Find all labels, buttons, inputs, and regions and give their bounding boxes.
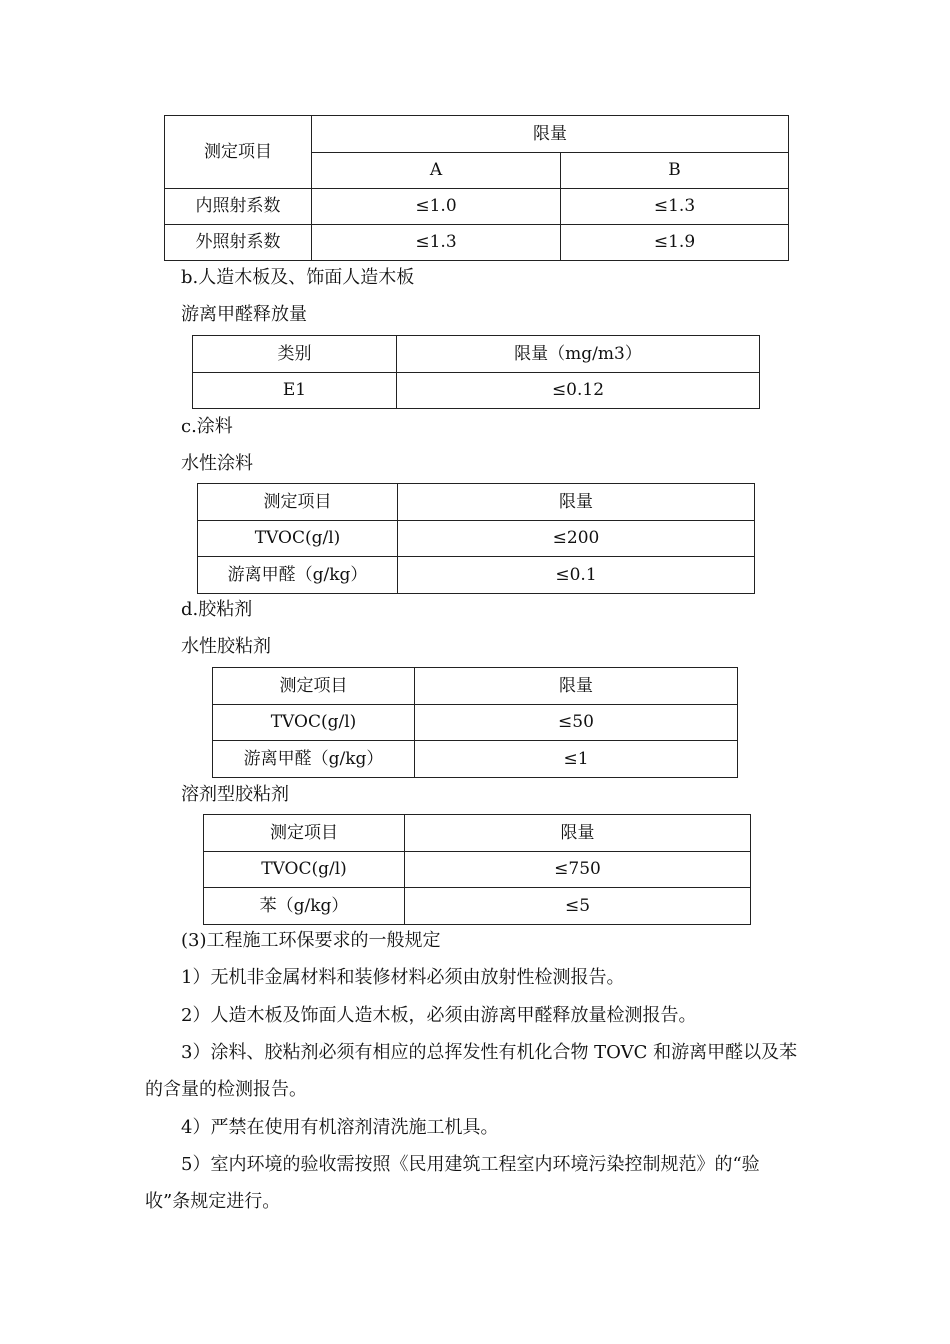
header-limit: 限量 (398, 484, 755, 521)
solvent-adhesive-subtitle: 溶剂型胶粘剂 (181, 784, 289, 805)
section-b-subtitle: 游离甲醛释放量 (181, 304, 307, 325)
section-d-subtitle: 水性胶粘剂 (181, 636, 271, 657)
header-limit: 限量 (312, 116, 789, 153)
header-limit: 限量（mg/m3） (397, 336, 760, 373)
cell-item: TVOC(g/l) (213, 705, 415, 741)
header-limit: 限量 (405, 815, 751, 852)
cell-limit: ≤5 (405, 888, 751, 925)
rule-3: 3）涂料、胶粘剂必须有相应的总挥发性有机化合物 TOVC 和游离甲醛以及苯 (181, 1042, 798, 1063)
cell-limit: ≤0.12 (397, 373, 760, 409)
table-row (204, 888, 751, 925)
cell-item: TVOC(g/l) (204, 852, 405, 888)
cell-item: 苯（g/kg） (204, 888, 405, 925)
solvent-adhesive-table (203, 814, 751, 925)
cell-item: TVOC(g/l) (198, 521, 398, 557)
section-c-subtitle: 水性涂料 (181, 453, 253, 474)
cell-limit: ≤750 (405, 852, 751, 888)
cell-item: 内照射系数 (165, 189, 312, 225)
table-row (213, 705, 738, 741)
section-d-title: d.胶粘剂 (181, 599, 253, 620)
rule-3-continued: 的含量的检测报告。 (145, 1079, 307, 1100)
cell-item: 外照射系数 (165, 225, 312, 261)
table-row (198, 521, 755, 557)
cell-item: 游离甲醛（g/kg） (213, 741, 415, 778)
table-row (165, 225, 789, 261)
cell-limit: ≤1 (415, 741, 738, 778)
rule-5: 5）室内环境的验收需按照《民用建筑工程室内环境污染控制规范》的“验 (181, 1154, 760, 1175)
cell-b: ≤1.3 (561, 189, 789, 225)
header-col-b: B (561, 153, 789, 189)
cell-a: ≤1.3 (312, 225, 561, 261)
rule-4: 4）严禁在使用有机溶剂清洗施工机具。 (181, 1117, 499, 1138)
waterborne-adhesive-table (212, 667, 738, 778)
section-b-title: b.人造木板及、饰面人造木板 (181, 267, 415, 288)
header-col-a: A (312, 153, 561, 189)
header-category: 类别 (193, 336, 397, 373)
waterborne-coating-table (197, 483, 755, 594)
cell-category: E1 (193, 373, 397, 409)
section-3-title: (3)工程施工环保要求的一般规定 (181, 930, 441, 951)
cell-limit: ≤0.1 (398, 557, 755, 594)
header-item: 测定项目 (198, 484, 398, 521)
table-row (204, 852, 751, 888)
formaldehyde-table (192, 335, 760, 409)
header-item: 测定项目 (165, 116, 312, 189)
section-c-title: c.涂料 (181, 416, 233, 437)
header-item: 测定项目 (204, 815, 405, 852)
radioactivity-table (164, 115, 789, 261)
cell-b: ≤1.9 (561, 225, 789, 261)
cell-limit: ≤50 (415, 705, 738, 741)
header-item: 测定项目 (213, 668, 415, 705)
table-row (198, 557, 755, 594)
rule-2: 2）人造木板及饰面人造木板，必须由游离甲醛释放量检测报告。 (181, 1005, 697, 1026)
cell-item: 游离甲醛（g/kg） (198, 557, 398, 594)
table-row (165, 189, 789, 225)
header-limit: 限量 (415, 668, 738, 705)
table-row (213, 741, 738, 778)
rule-1: 1）无机非金属材料和装修材料必须由放射性检测报告。 (181, 967, 625, 988)
cell-limit: ≤200 (398, 521, 755, 557)
rule-5-continued: 收”条规定进行。 (145, 1191, 281, 1212)
cell-a: ≤1.0 (312, 189, 561, 225)
table-row (193, 373, 760, 409)
